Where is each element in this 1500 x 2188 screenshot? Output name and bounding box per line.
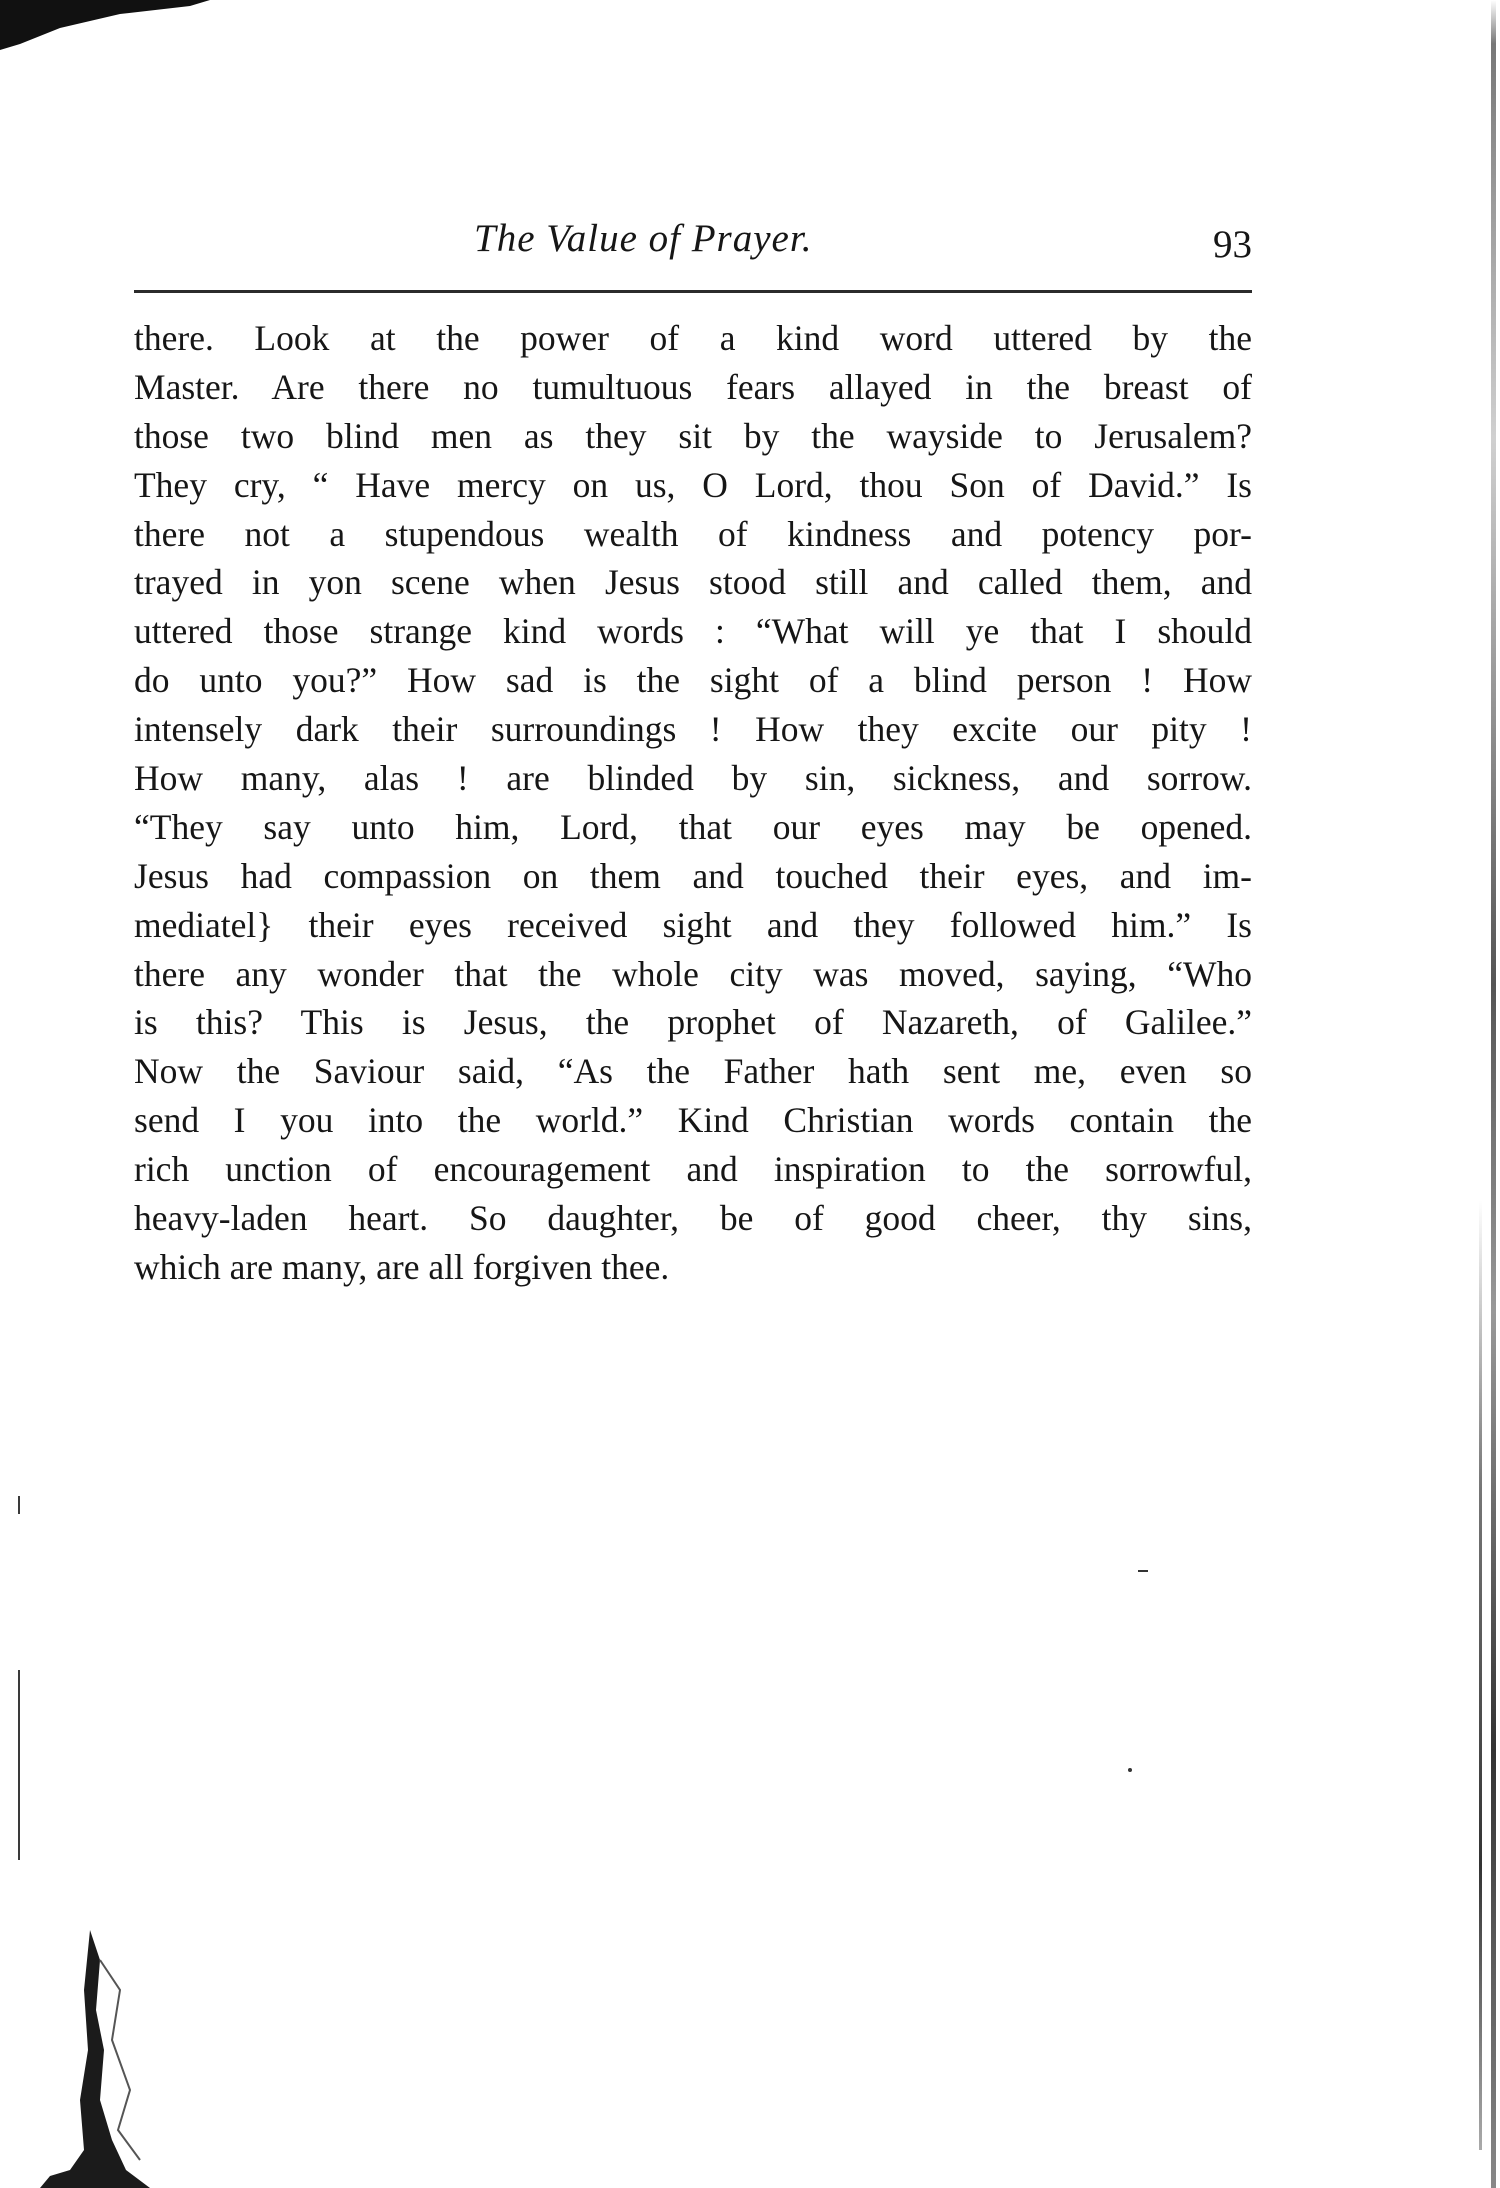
body-text	[134, 314, 1252, 1292]
text-line: do unto you?” How sad is the sight of a blind person ! How	[134, 660, 1252, 701]
text-line: They cry, “ Have mercy on us, O Lord, thou Son of David.” Is	[134, 464, 1252, 505]
text-line: there not a stupendous wealth of kindness and potency por-	[134, 513, 1252, 554]
text-line: heavy-laden heart. So daughter, be of good cheer, thy sins,	[134, 1198, 1252, 1239]
scan-dust-dash	[1138, 1570, 1148, 1572]
running-title: The Value of Prayer.	[474, 217, 813, 260]
text-line: Now the Saviour said, “As the Father hath sent me, even so	[134, 1051, 1252, 1092]
scan-edge-right-inner	[1479, 1200, 1482, 2150]
text-line: Jesus had compassion on them and touched their eyes, and im-	[134, 855, 1252, 896]
text-line: those two blind men as they sit by the wayside to Jerusalem?	[134, 415, 1252, 456]
scan-dust-dot	[1128, 1768, 1132, 1772]
page-number: 93	[1213, 223, 1252, 266]
scan-mark-left-lower	[18, 1670, 20, 1860]
text-line-last: which are many, are all forgiven thee.	[134, 1246, 670, 1287]
text-line: rich unction of encouragement and inspiration to the sorrowful,	[134, 1149, 1252, 1190]
scan-edge-right	[1491, 0, 1496, 2188]
text-line: uttered those strange kind words : “What will ye that I should	[134, 611, 1252, 652]
scan-mark-left-upper	[18, 1496, 20, 1514]
text-line: there any wonder that the whole city was moved, saying, “Who	[134, 953, 1252, 994]
header-rule	[134, 290, 1252, 293]
text-line: “They say unto him, Lord, that our eyes may be opened.	[134, 806, 1252, 847]
text-line: mediatel} their eyes received sight and they followed him.” Is	[134, 904, 1252, 945]
scan-corner-mark	[0, 0, 220, 60]
text-line: intensely dark their surroundings ! How they excite our pity !	[134, 709, 1252, 750]
text-line: How many, alas ! are blinded by sin, sickness, and sorrow.	[134, 758, 1252, 799]
text-line: Master. Are there no tumultuous fears allayed in the breast of	[134, 366, 1252, 407]
text-line: trayed in yon scene when Jesus stood still and called them, and	[134, 562, 1252, 603]
text-line: is this? This is Jesus, the prophet of Nazareth, of Galilee.”	[134, 1002, 1252, 1043]
text-line: send I you into the world.” Kind Christian words contain the	[134, 1100, 1252, 1141]
running-head	[134, 206, 1252, 276]
scan-binding-shadow	[40, 1930, 150, 2188]
text-line: there. Look at the power of a kind word uttered by the	[134, 318, 1252, 358]
